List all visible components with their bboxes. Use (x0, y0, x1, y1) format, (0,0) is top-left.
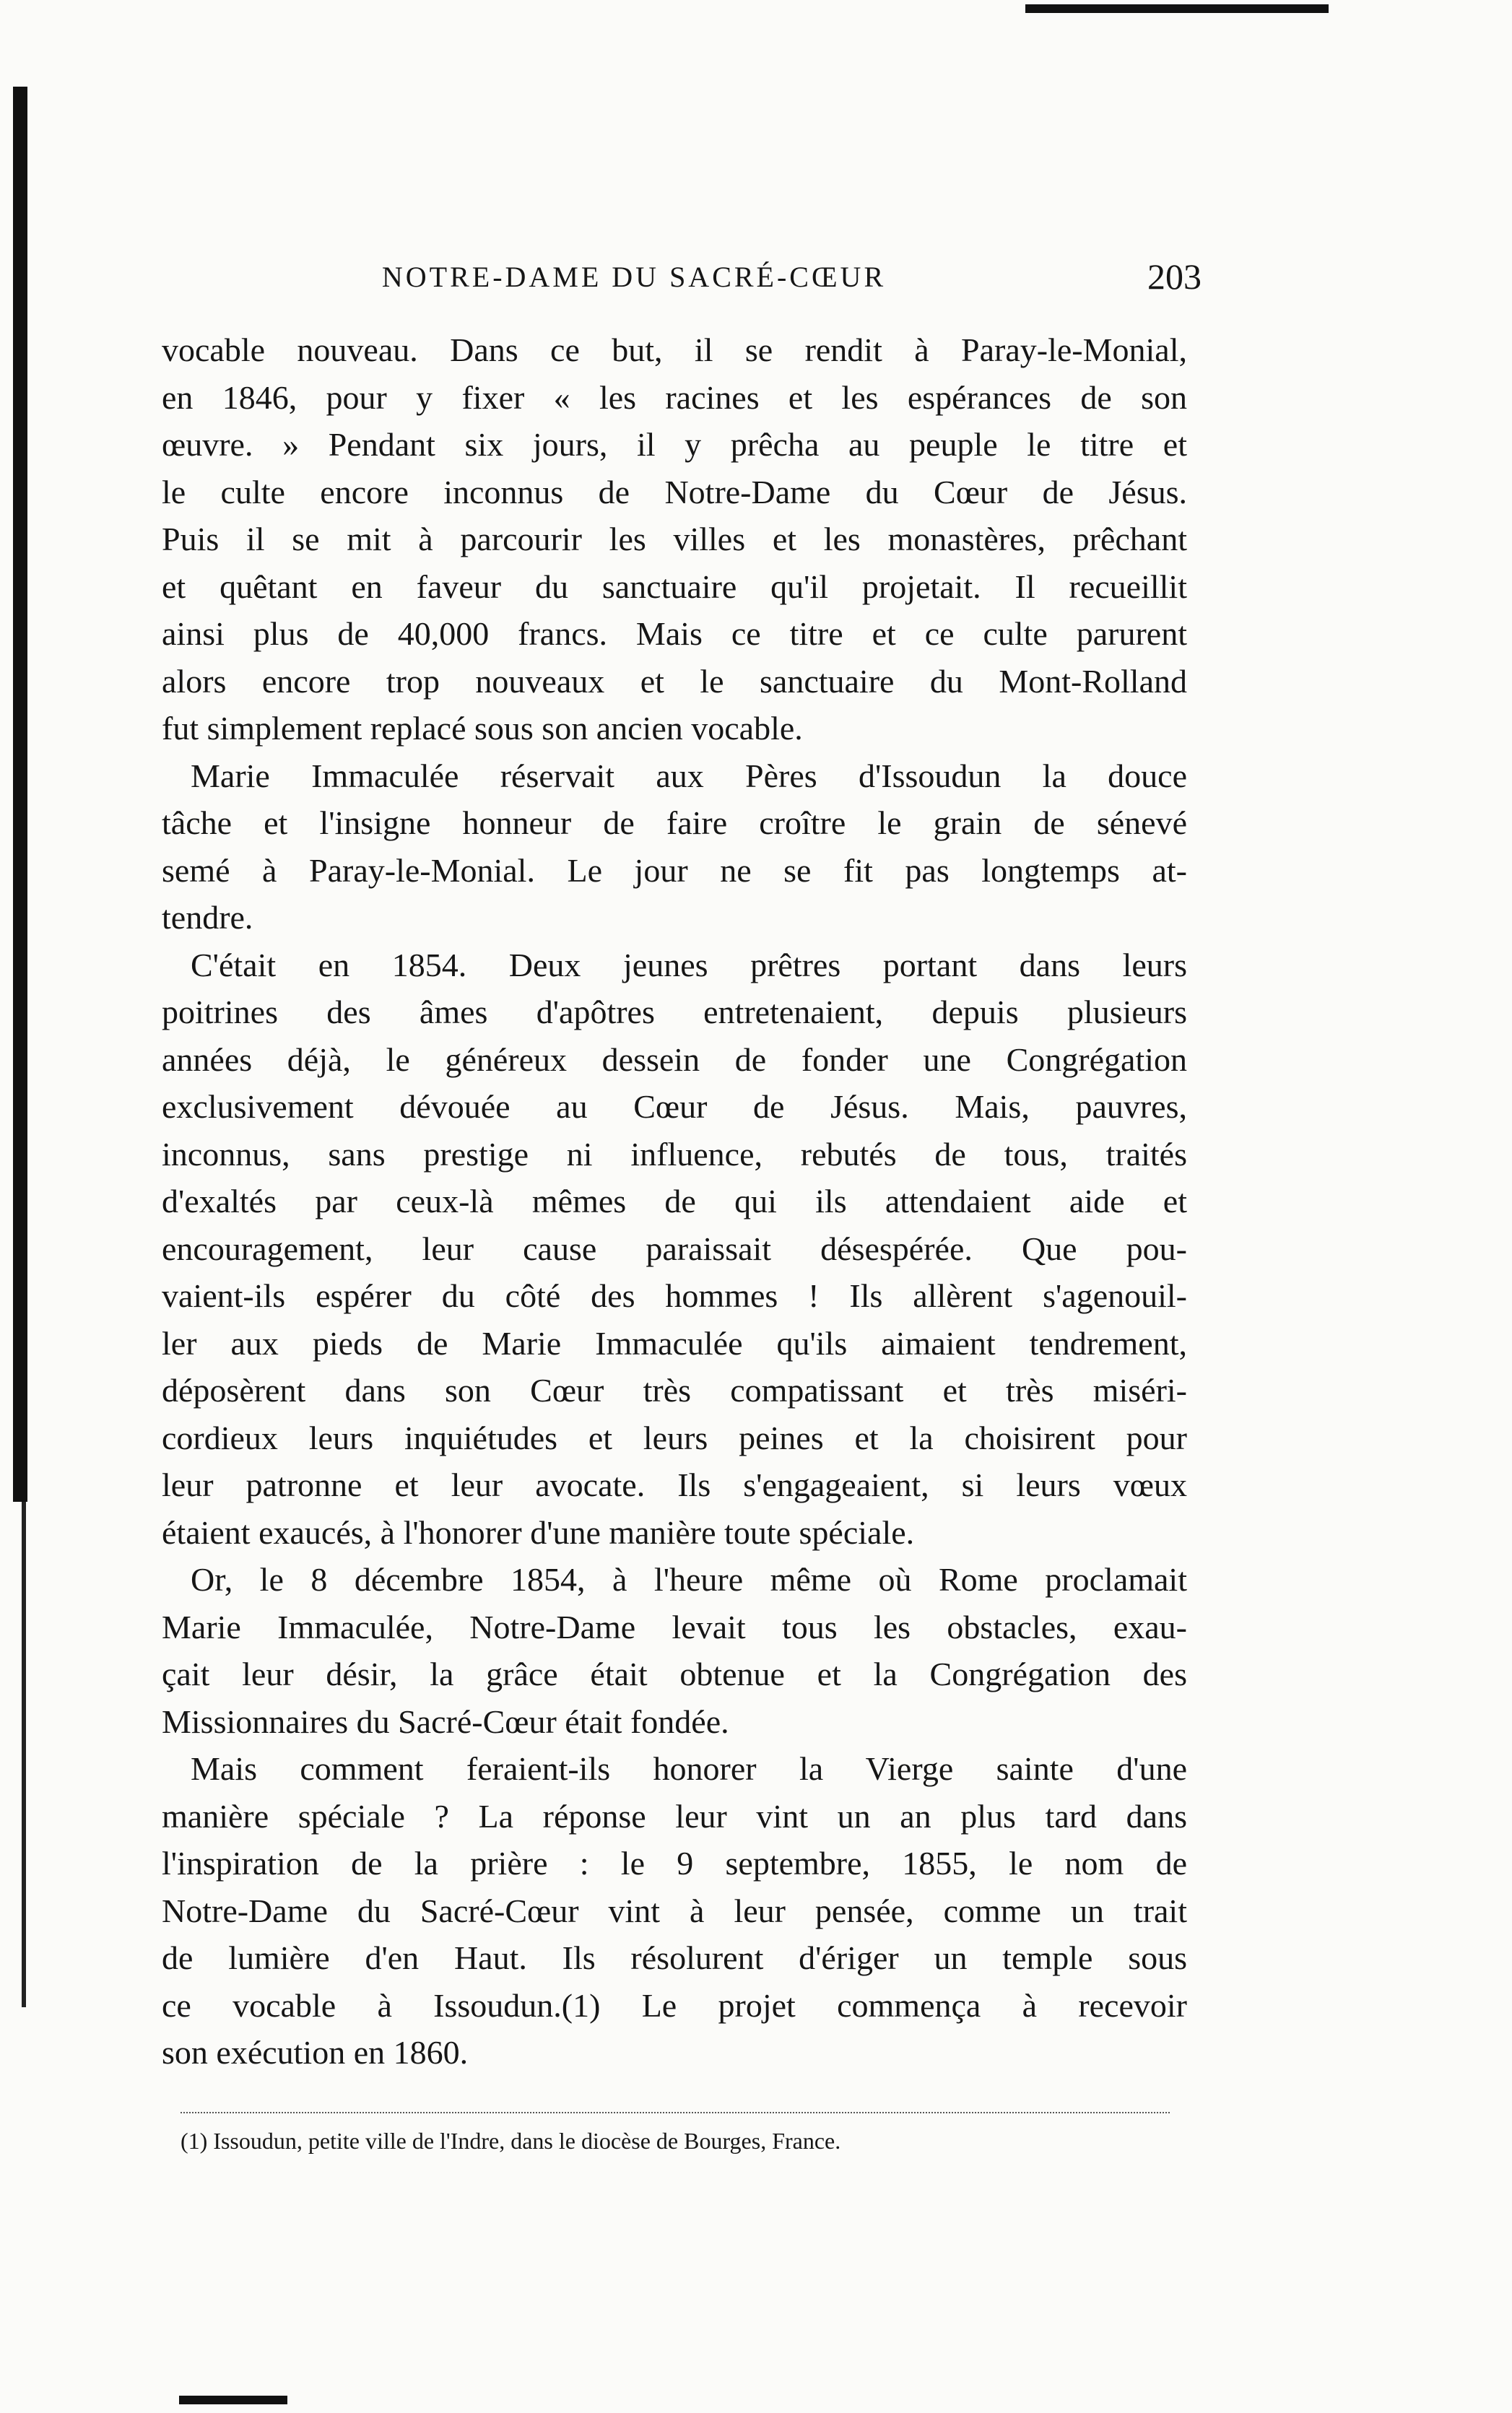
text-line: le culte encore inconnus de Notre-Dame du Cœur de Jésus. (162, 473, 1187, 510)
text-line: tâche et l'insigne honneur de faire croître le grain de sénevé (162, 804, 1187, 841)
text-line: son exécution en 1860. (162, 2034, 469, 2071)
text-line: fut simplement replacé sous son ancien vocable. (162, 710, 803, 747)
footnote: (1) Issoudun, petite ville de l'Indre, dans le diocèse de Bourges, France. (181, 2128, 841, 2154)
text-line: manière spéciale ? La réponse leur vint un an plus tard dans (162, 1797, 1187, 1835)
text-line: Mais comment feraient-ils honorer la Vierge sainte d'une (191, 1750, 1187, 1787)
text-line: ce vocable à Issoudun.(1) Le projet commença à recevoir (162, 1986, 1187, 2024)
text-line: Marie Immaculée, Notre-Dame levait tous les obstacles, exau- (162, 1608, 1187, 1645)
text-line: alors encore trop nouveaux et le sanctuaire du Mont-Rolland (162, 662, 1187, 700)
text-line: et quêtant en faveur du sanctuaire qu'il projetait. Il recueillit (162, 568, 1187, 605)
text-line: en 1846, pour y fixer « les racines et les espérances de son (162, 378, 1187, 416)
text-line: Notre-Dame du Sacré-Cœur vint à leur pensée, comme un trait (162, 1892, 1187, 1929)
text-line: de lumière d'en Haut. Ils résolurent d'ériger un temple sous (162, 1939, 1187, 1976)
text-line: années déjà, le généreux dessein de fonder une Congrégation (162, 1040, 1187, 1078)
paragraph (162, 942, 1187, 1557)
scan-edge-shadow-left (13, 87, 27, 1502)
page-number: 203 (1147, 256, 1202, 297)
text-line: l'inspiration de la prière : le 9 septembre, 1855, le nom de (162, 1845, 1187, 1882)
paragraph (162, 326, 1187, 752)
text-line: Or, le 8 décembre 1854, à l'heure même où Rome proclamait (191, 1561, 1187, 1598)
text-line: Marie Immaculée réservait aux Pères d'Issoudun la douce (191, 757, 1187, 794)
scan-edge-shadow-top (1025, 4, 1329, 13)
scan-edge-shadow-left-lower (22, 1502, 26, 2007)
footnote-divider (181, 2112, 1170, 2113)
text-line: ainsi plus de 40,000 francs. Mais ce titre et ce culte parurent (162, 615, 1187, 652)
text-line: déposèrent dans son Cœur très compatissant et très miséri- (162, 1372, 1187, 1409)
text-line: semé à Paray-le-Monial. Le jour ne se fit pas longtemps at- (162, 851, 1187, 889)
text-line: exclusivement dévouée au Cœur de Jésus. Mais, pauvres, (162, 1088, 1187, 1125)
text-line: étaient exaucés, à l'honorer d'une manière toute spéciale. (162, 1513, 915, 1551)
paragraph (162, 752, 1187, 942)
text-line: vocable nouveau. Dans ce but, il se rendit à Paray-le-Monial, (162, 331, 1187, 368)
running-title: NOTRE-DAME DU SACRÉ-CŒUR (381, 261, 887, 293)
paragraph (162, 1556, 1187, 1745)
text-line: œuvre. » Pendant six jours, il y prêcha au peuple le titre et (162, 426, 1187, 463)
text-line: Missionnaires du Sacré-Cœur était fondée. (162, 1703, 729, 1740)
text-line: poitrines des âmes d'apôtres entretenaient, depuis plusieurs (162, 994, 1187, 1030)
text-line: vaient-ils espérer du côté des hommes ! Ils allèrent s'agenouil- (162, 1277, 1187, 1314)
text-line: tendre. (162, 899, 253, 936)
paragraph (162, 1745, 1187, 2077)
text-line: leur patronne et leur avocate. Ils s'engageaient, si leurs vœux (162, 1466, 1187, 1503)
body-text (162, 326, 1187, 2077)
text-line: cordieux leurs inquiétudes et leurs peines et la choisirent pour (162, 1419, 1187, 1456)
text-line: C'était en 1854. Deux jeunes prêtres portant dans leurs (191, 946, 1187, 983)
text-line: ler aux pieds de Marie Immaculée qu'ils aimaient tendrement, (162, 1324, 1187, 1362)
text-line: inconnus, sans prestige ni influence, rebutés de tous, traités (162, 1135, 1187, 1173)
page-header (165, 256, 1202, 303)
scan-edge-shadow-bottom (179, 2396, 287, 2404)
text-line: Puis il se mit à parcourir les villes et les monastères, prêchant (162, 521, 1187, 557)
text-line: encouragement, leur cause paraissait désespérée. Que pou- (162, 1230, 1187, 1267)
text-line: d'exaltés par ceux-là mêmes de qui ils attendaient aide et (162, 1183, 1187, 1219)
text-line: çait leur désir, la grâce était obtenue et la Congrégation des (162, 1656, 1187, 1692)
